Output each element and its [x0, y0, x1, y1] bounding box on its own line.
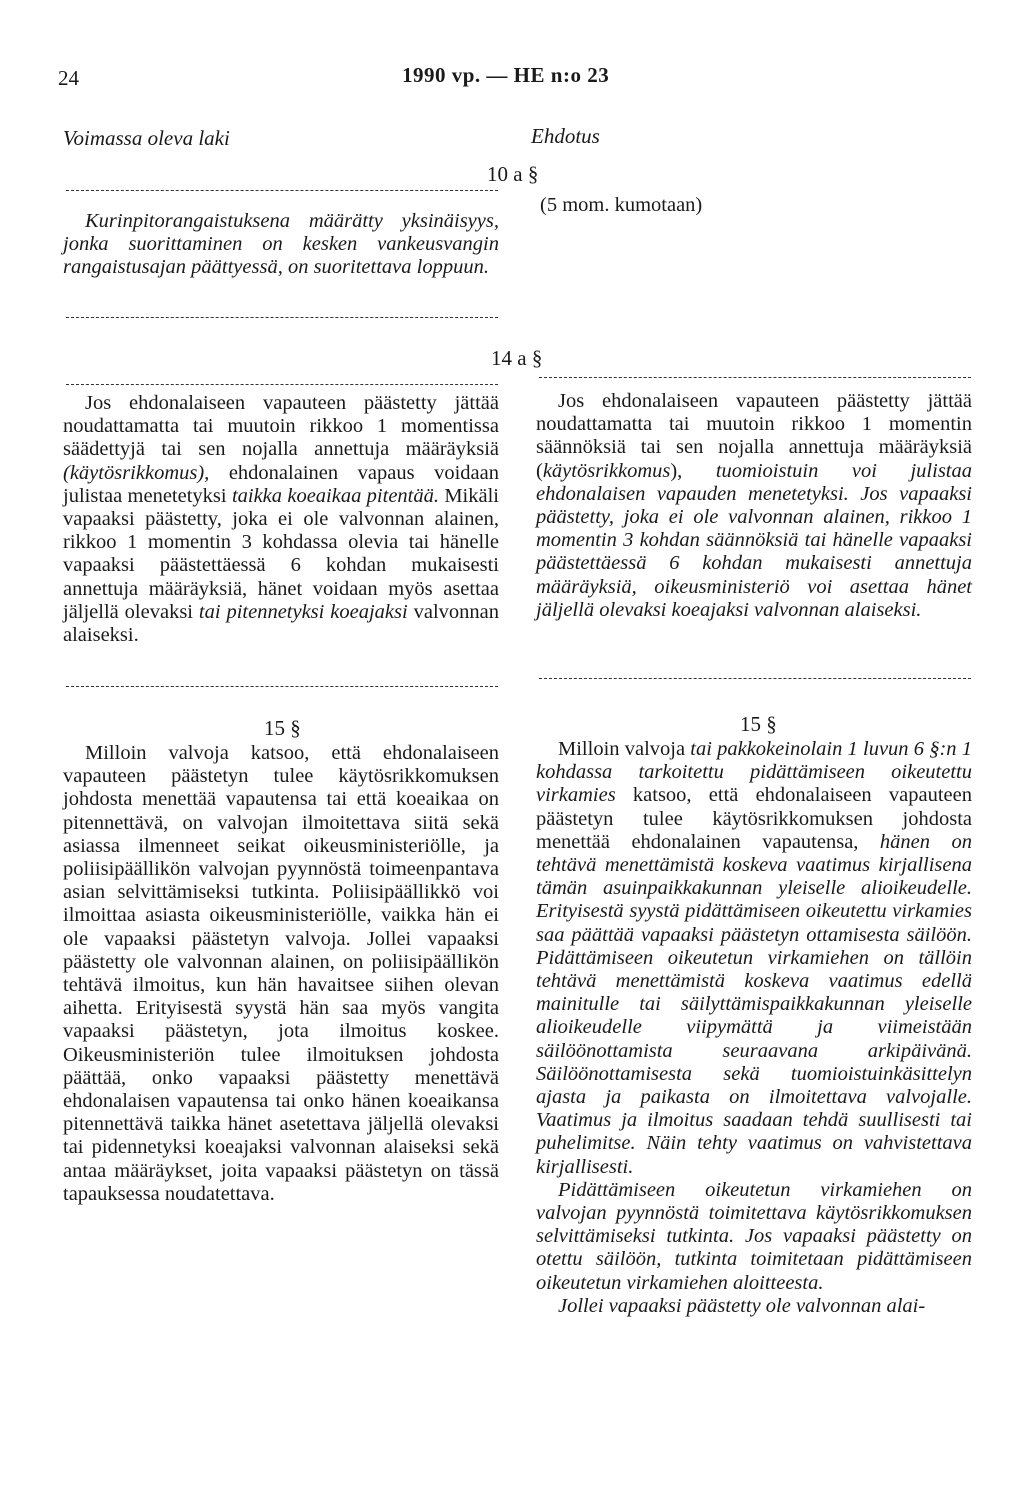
- right-column-heading: Ehdotus: [531, 124, 600, 148]
- text-run: katsoo, että ehdonalaiseen vapauteen päästetyn tulee käytösrikkomuksen johdosta menettää ehdonalainen vapautensa,: [536, 784, 972, 853]
- page-number: 24: [58, 66, 79, 90]
- text-run: ),: [670, 459, 716, 482]
- section-14a-left-paragraph: [63, 392, 499, 647]
- section-15-heading-right: 15 §: [740, 712, 777, 736]
- section-15-right-paragraph-3: Jollei vapaaksi päästetty ole valvonnan alai-: [558, 1294, 926, 1317]
- italic-run: taikka koeaikaa pitentää.: [231, 484, 439, 507]
- text-run: valvonnan alaiseksi.: [63, 600, 499, 647]
- text-run: Mikäli vapaaksi päästetty, joka ei ole valvonnan alainen, rikkoo 1 momentin 3 kohdassa olevia tai hänelle vapaaksi päästettäessä 6 kohdan mukaisesti annettuja määräyksiä, hänet voidaan myös asettaa jäljellä olevaksi: [63, 484, 499, 623]
- italic-run: tai pitennetyksi koeajaksi: [198, 600, 408, 623]
- section-14a-left-text: [63, 392, 499, 647]
- text-run: Jos ehdonalaiseen vapauteen päästetty jättää noudattamatta tai muutoin rikkoo 1 momentin säännöksiä tai sen nojalla annettuja määräyksiä (: [536, 390, 972, 482]
- section-10a-left-paragraph: Kurinpitorangaistuksena määrätty yksinäisyys, jonka suorittaminen on kesken vankeusvangin rangaistusajan päättyessä, on suoritettava loppuun.: [63, 210, 499, 279]
- text-run: ehdonalainen vapaus voidaan julistaa menetetyksi: [63, 461, 499, 507]
- section-15-left-paragraph: Milloin valvoja katsoo, että ehdonalaiseen vapauteen päästetyn tulee käytösrikkomuksen johdosta menettää vapautensa tai että koeaikaa on pitennettävä, on valvojan ilmoitettava siitä sekä asiassa ilmenneet seikat oikeusministeriölle, ja poliisipäällikön valvojan pyynnöstä toimeenpantava asian selvittämiseksi tutkinta. Poliisipäällikkö voi ilmoittaa asiasta oikeusministeriölle, vaikka hän ei ole vapaaksi päästetyn valvoja. Jollei vapaaksi päästetty ole valvonnan alainen, on poliisipäällikön tehtävä ilmoitus, kun hän havaitsee siihen olevan aihetta. Erityisestä syystä hän saa myös vangita vapaaksi päästetyn, jota ilmoitus koskee. Oikeusministeriön tulee ilmoituksen johdosta päättää, onko vapaaksi päästetty menettävä ehdonalaisen vapautensa tai onko hänen koeaikansa pitennettävä taikka hänet asetettava jäljellä olevaksi tai pidennetyksi koeajaksi valvonnan alaiseksi sekä antaa määräykset, joita vapaaksi päästetyn on tässä tapauksessa noudatettava.: [63, 742, 499, 1205]
- section-14a-right-paragraph: [536, 390, 972, 622]
- omission-dashes: [66, 686, 498, 687]
- italic-run: tuomioistuin voi julistaa ehdonalaisen vapauden menetetyksi. Jos vapaaksi päästetty, joka ei ole valvonnan alainen, rikkoo 1 momentin 3 kohdan säännöksiä tai hänelle vapaaksi päästettäessä 6 kohdan mukaisesti annettuja määräyksiä, oikeusministeriö voi asettaa hänet jäljellä olevaksi koeajaksi valvonnan alaiseksi.: [536, 459, 972, 621]
- running-header: 1990 vp. — HE n:o 23: [402, 63, 610, 87]
- omission-dashes: [539, 678, 971, 679]
- omission-dashes: [66, 317, 498, 318]
- section-15-left-text: [63, 742, 499, 1206]
- italic-run: hänen on tehtävä menettämistä koskeva vaatimus kirjallisena tämän asuinpaikkakunnan yleiselle alioikeudelle. Erityisestä syystä pidättämiseen oikeutettu virkamies saa päättää vapaaksi päästetyn ottamisesta säilöön. Pidättämiseen oikeutetun virkamiehen on tällöin tehtävä menettämistä koskeva vaatimus edellä mainitulle tai säilyttämispaikkakunnan yleiselle alioikeudelle viipymättä ja viimeistään säilöönottamista seuraavana arkipäivänä. Säilöönottamisesta sekä tuomioistuinkäsittelyn ajasta ja paikasta on ilmoitettava valvojalle. Vaatimus ja ilmoitus saadaan tehdä suullisesti tai puhelimitse. Näin tehty vaatimus on vahvistettava kirjallisesti.: [536, 830, 972, 1178]
- italic-run: tai pakkokeinolain 1 luvun 6 §:n 1 kohdassa tarkoitettu pidättämiseen oikeutettu virkamies: [536, 738, 972, 807]
- left-column-heading: Voimassa oleva laki: [63, 126, 230, 150]
- section-15-right-text: [536, 738, 972, 1318]
- omission-dashes: [539, 377, 971, 378]
- italic-run: käytösrikkomus: [542, 459, 671, 482]
- section-15-heading-left: 15 §: [264, 716, 301, 740]
- section-10a-heading: 10 a §: [487, 162, 539, 186]
- text-run: Jos ehdonalaiseen vapauteen päästetty jättää noudattamatta tai muutoin rikkoo 1 momentissa säädettyjä tai sen nojalla annettuja määräyksiä: [63, 392, 499, 461]
- omission-dashes: [66, 190, 498, 191]
- section-14a-right-text: [536, 390, 972, 622]
- text-run: Milloin valvoja: [558, 738, 691, 760]
- italic-run: (käytösrikkomus),: [63, 461, 210, 484]
- section-10a-right-text: (5 mom. kumotaan): [540, 194, 703, 216]
- section-14a-heading: 14 a §: [491, 346, 543, 370]
- section-15-right-paragraph-1: [536, 738, 972, 1179]
- section-10a-left-text: [63, 210, 499, 280]
- omission-dashes: [66, 384, 498, 385]
- section-15-right-paragraph-2: Pidättämiseen oikeutetun virkamiehen on valvojan pyynnöstä toimitettava käytösrikkomuksen selvittämiseksi tutkinta. Jos vapaaksi päästetty on otettu säilöön, tutkinta toimitetaan pidättämiseen oikeutetun virkamiehen aloitteesta.: [536, 1178, 972, 1294]
